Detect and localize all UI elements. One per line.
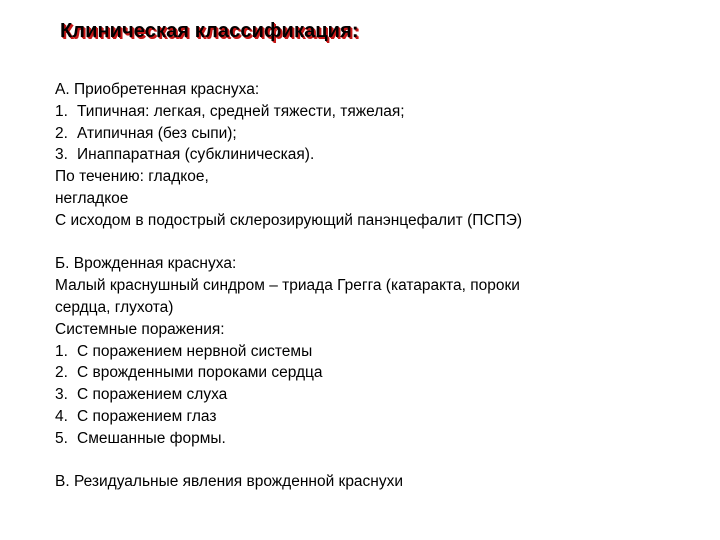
list-item-number: 3. — [55, 146, 68, 164]
list-item-number: 1. — [55, 342, 68, 360]
classification-body — [55, 79, 695, 493]
list-item-text: С поражением глаз — [77, 407, 217, 425]
list-item-number: 2. — [55, 124, 68, 142]
list-item — [55, 144, 695, 166]
section-b-heading: Б. Врожденная краснуха: — [55, 255, 237, 273]
list-item-number: 3. — [55, 386, 68, 404]
course-line-2: негладкое — [55, 189, 129, 207]
spacer — [55, 450, 695, 472]
outcome-line: С исходом в подострый склерозирующий панэнцефалит (ПСПЭ) — [55, 211, 523, 229]
section-a-heading: А. Приобретенная краснуха: — [55, 81, 260, 98]
syndrome-line-1: Малый краснушный синдром – триада Грегга (катаракта, пороки — [55, 277, 520, 295]
list-item-text: Типичная: легкая, средней тяжести, тяжелая; — [77, 102, 405, 120]
list-item-number: 5. — [55, 429, 68, 447]
list-item-number: 1. — [55, 102, 68, 120]
list-item-text: С поражением нервной системы — [77, 342, 313, 360]
list-item — [55, 362, 695, 384]
list-item-text: Атипичная (без сыпи); — [77, 124, 237, 142]
list-item-number: 4. — [55, 407, 68, 425]
section-c-heading: В. Резидуальные явления врожденной краснухи — [55, 473, 404, 491]
list-item — [55, 428, 695, 450]
course-line-1: По течению: гладкое, — [55, 168, 209, 186]
syndrome-line-2: сердца, глухота) — [55, 298, 174, 316]
systemic-heading: Системные поражения: — [55, 320, 225, 338]
list-item-text: С поражением слуха — [77, 386, 228, 404]
list-item — [55, 101, 695, 123]
list-item — [55, 384, 695, 406]
list-item — [55, 341, 695, 363]
list-item-number: 2. — [55, 364, 68, 382]
list-item — [55, 123, 695, 145]
spacer — [55, 232, 695, 254]
list-item-text: Смешанные формы. — [77, 429, 226, 447]
list-item — [55, 406, 695, 428]
list-item-text: С врожденными пороками сердца — [77, 364, 323, 382]
list-item-text: Инаппаратная (субклиническая). — [77, 146, 315, 164]
page-title: Клиническая классификация: — [60, 20, 359, 42]
